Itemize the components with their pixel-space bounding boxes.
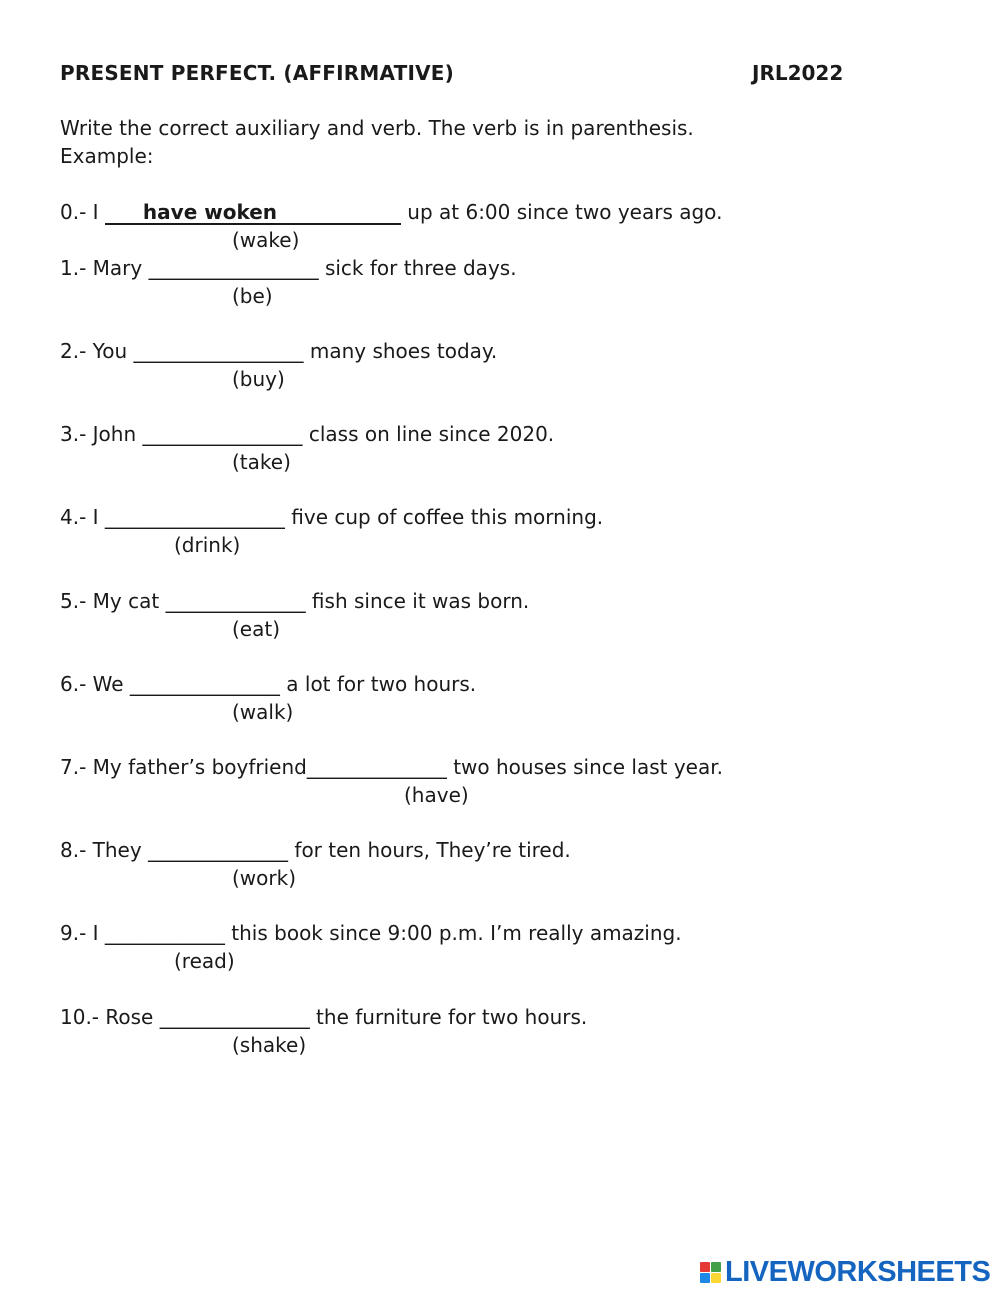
- example-label: Example:: [60, 144, 154, 168]
- instructions-line: Write the correct auxiliary and verb. The verb is in parenthesis.: [60, 116, 694, 140]
- item-suffix: sick for three days.: [318, 256, 517, 280]
- exercise-item-7: [60, 755, 723, 779]
- answer-blank[interactable]: _______________: [129, 672, 280, 696]
- example-suffix: up at 6:00 since two years ago.: [400, 200, 723, 224]
- item-suffix: class on line since 2020.: [302, 422, 555, 446]
- exercise-item-1: [60, 256, 517, 280]
- logo-tile: [700, 1273, 710, 1283]
- item-suffix: this book since 9:00 p.m. I’m really amazing.: [224, 921, 682, 945]
- item-prefix: 5.- My cat: [60, 589, 166, 613]
- instructions: [60, 114, 694, 170]
- verb-hint: (drink): [174, 533, 241, 557]
- verb-hint: (walk): [232, 700, 294, 724]
- verb-hint: (buy): [232, 367, 285, 391]
- verb-hint: (shake): [232, 1033, 307, 1057]
- answer-blank[interactable]: ______________: [148, 838, 289, 862]
- answer-blank[interactable]: ______________: [165, 589, 306, 613]
- exercise-item-4: [60, 505, 603, 529]
- item-suffix: many shoes today.: [303, 339, 498, 363]
- item-suffix: a lot for two hours.: [279, 672, 477, 696]
- verb-hint: (have): [404, 783, 469, 807]
- answer-blank[interactable]: __________________: [104, 505, 285, 529]
- item-prefix: 8.- They: [60, 838, 149, 862]
- answer-blank[interactable]: ______________: [306, 755, 447, 779]
- exercise-item-2: [60, 339, 497, 363]
- item-prefix: 4.- I: [60, 505, 105, 529]
- exercise-item-5: [60, 589, 529, 613]
- example-prefix: 0.- I: [60, 200, 105, 224]
- verb-hint: (take): [232, 450, 291, 474]
- answer-blank[interactable]: _______________: [159, 1005, 310, 1029]
- exercise-item-10: [60, 1005, 587, 1029]
- item-prefix: 1.- Mary: [60, 256, 149, 280]
- item-prefix: 6.- We: [60, 672, 130, 696]
- exercise-item-3: [60, 422, 554, 446]
- example-sentence: [60, 200, 722, 225]
- answer-blank[interactable]: _________________: [133, 339, 304, 363]
- example-answer: [105, 202, 401, 225]
- item-prefix: 2.- You: [60, 339, 134, 363]
- verb-hint: (read): [174, 949, 235, 973]
- item-suffix: the furniture for two hours.: [309, 1005, 588, 1029]
- logo-text: LIVEWORKSHEETS: [725, 1255, 991, 1288]
- worksheet-code: JRL2022: [752, 61, 844, 85]
- example-hint: (wake): [232, 228, 300, 252]
- item-prefix: 10.- Rose: [60, 1005, 160, 1029]
- verb-hint: (be): [232, 284, 273, 308]
- item-suffix: fish since it was born.: [305, 589, 530, 613]
- item-prefix: 3.- John: [60, 422, 143, 446]
- exercise-item-6: [60, 672, 476, 696]
- item-suffix: for ten hours, They’re tired.: [288, 838, 571, 862]
- page-title: PRESENT PERFECT. (AFFIRMATIVE): [60, 61, 454, 85]
- answer-blank[interactable]: _________________: [148, 256, 319, 280]
- item-prefix: 9.- I: [60, 921, 105, 945]
- logo-tile: [711, 1273, 721, 1283]
- exercise-item-9: [60, 921, 682, 945]
- logo-tile: [711, 1262, 721, 1272]
- answer-blank[interactable]: ____________: [104, 921, 225, 945]
- liveworksheets-logo[interactable]: [700, 1257, 990, 1287]
- logo-mark-icon: [700, 1262, 721, 1283]
- logo-tile: [700, 1262, 710, 1272]
- item-suffix: two houses since last year.: [446, 755, 723, 779]
- example-answer-text: have woken: [142, 200, 278, 224]
- exercise-item-8: [60, 838, 571, 862]
- verb-hint: (eat): [232, 617, 281, 641]
- item-prefix: 7.- My father’s boyfriend: [60, 755, 307, 779]
- verb-hint: (work): [232, 866, 297, 890]
- item-suffix: five cup of coffee this morning.: [284, 505, 604, 529]
- answer-blank[interactable]: ________________: [142, 422, 303, 446]
